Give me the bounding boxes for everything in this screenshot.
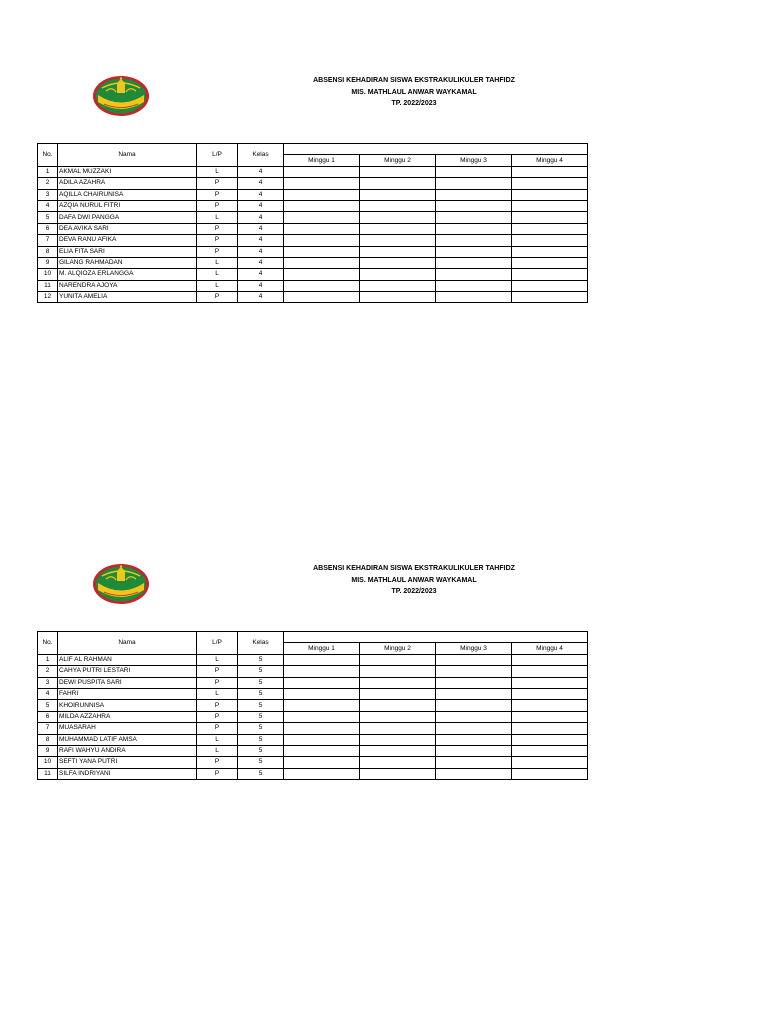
attendance-cell-minggu-3[interactable] [436, 711, 512, 722]
student-name: DAFA DWI PANGGA [58, 212, 197, 223]
attendance-cell-minggu-1[interactable] [284, 166, 360, 177]
attendance-cell-minggu-3[interactable] [436, 723, 512, 734]
student-row [38, 677, 588, 688]
student-gender: P [197, 757, 238, 768]
attendance-cell-minggu-3[interactable] [436, 280, 512, 291]
student-name: DEWI PUSPITA SARI [58, 677, 197, 688]
student-row [38, 654, 588, 665]
attendance-cell-minggu-1[interactable] [284, 734, 360, 745]
student-row [38, 688, 588, 699]
student-gender: P [197, 768, 238, 779]
student-row [38, 223, 588, 234]
attendance-cell-minggu-1[interactable] [284, 711, 360, 722]
student-class: 5 [238, 745, 284, 756]
header-minggu-1: Minggu 1 [284, 155, 360, 166]
student-no: 6 [38, 223, 58, 234]
attendance-cell-minggu-2[interactable] [360, 734, 436, 745]
attendance-cell-minggu-4[interactable] [512, 269, 588, 280]
student-row [38, 723, 588, 734]
student-gender: P [197, 677, 238, 688]
attendance-cell-minggu-2[interactable] [360, 166, 436, 177]
student-gender: L [197, 212, 238, 223]
student-class: 4 [238, 166, 284, 177]
student-class: 5 [238, 677, 284, 688]
header-kelas: Kelas [238, 144, 284, 167]
header-no: No. [38, 144, 58, 167]
attendance-cell-minggu-3[interactable] [436, 734, 512, 745]
student-class: 5 [238, 723, 284, 734]
school-logo [92, 562, 150, 606]
attendance-cell-minggu-3[interactable] [436, 666, 512, 677]
student-class: 4 [238, 292, 284, 303]
student-name: M. ALQIOZA ERLANGGA [58, 269, 197, 280]
student-no: 3 [38, 189, 58, 200]
attendance-cell-minggu-4[interactable] [512, 700, 588, 711]
attendance-cell-minggu-2[interactable] [360, 246, 436, 257]
student-class: 5 [238, 688, 284, 699]
student-class: 4 [238, 280, 284, 291]
attendance-cell-minggu-1[interactable] [284, 189, 360, 200]
student-no: 1 [38, 166, 58, 177]
attendance-cell-minggu-2[interactable] [360, 723, 436, 734]
student-name: DEVA RANU AFIKA [58, 235, 197, 246]
student-no: 11 [38, 280, 58, 291]
attendance-cell-minggu-4[interactable] [512, 257, 588, 268]
student-row [38, 292, 588, 303]
attendance-cell-minggu-3[interactable] [436, 269, 512, 280]
header-no: No. [38, 632, 58, 655]
attendance-cell-minggu-3[interactable] [436, 212, 512, 223]
student-row [38, 178, 588, 189]
header-nama: Nama [58, 632, 197, 655]
attendance-cell-minggu-2[interactable] [360, 711, 436, 722]
title-line-2: MIS. MATHLAUL ANWAR WAYKAMAL [351, 88, 477, 96]
student-name: ADILA AZAHRA [58, 178, 197, 189]
student-name: AKMAL MUZZAKI [58, 166, 197, 177]
attendance-cell-minggu-2[interactable] [360, 688, 436, 699]
attendance-cell-minggu-1[interactable] [284, 246, 360, 257]
student-name: SEFTI YANA PUTRI [58, 757, 197, 768]
student-row [38, 200, 588, 211]
attendance-cell-minggu-1[interactable] [284, 257, 360, 268]
attendance-cell-minggu-3[interactable] [436, 768, 512, 779]
student-class: 4 [238, 257, 284, 268]
attendance-cell-minggu-2[interactable] [360, 235, 436, 246]
student-name: KHOIRUNNISA [58, 700, 197, 711]
header-minggu-1: Minggu 1 [284, 643, 360, 654]
attendance-cell-minggu-3[interactable] [436, 654, 512, 665]
student-no: 2 [38, 666, 58, 677]
attendance-cell-minggu-1[interactable] [284, 223, 360, 234]
student-row [38, 246, 588, 257]
attendance-cell-minggu-4[interactable] [512, 235, 588, 246]
attendance-cell-minggu-2[interactable] [360, 745, 436, 756]
student-gender: L [197, 257, 238, 268]
student-name: SILFA INDRIYANI [58, 768, 197, 779]
attendance-cell-minggu-4[interactable] [512, 734, 588, 745]
student-class: 5 [238, 768, 284, 779]
attendance-cell-minggu-4[interactable] [512, 768, 588, 779]
attendance-cell-minggu-1[interactable] [284, 235, 360, 246]
student-gender: P [197, 723, 238, 734]
student-row [38, 269, 588, 280]
student-no: 7 [38, 723, 58, 734]
student-gender: P [197, 235, 238, 246]
attendance-cell-minggu-4[interactable] [512, 292, 588, 303]
student-name: DEA AVIKA SARI [58, 223, 197, 234]
student-class: 5 [238, 666, 284, 677]
student-row [38, 757, 588, 768]
attendance-cell-minggu-3[interactable] [436, 257, 512, 268]
attendance-cell-minggu-4[interactable] [512, 178, 588, 189]
student-no: 9 [38, 745, 58, 756]
student-no: 2 [38, 178, 58, 189]
attendance-table [37, 143, 588, 303]
student-class: 4 [238, 246, 284, 257]
attendance-cell-minggu-4[interactable] [512, 757, 588, 768]
student-name: AZQIA NURUL FITRI [58, 200, 197, 211]
student-gender: P [197, 711, 238, 722]
student-no: 7 [38, 235, 58, 246]
student-class: 4 [238, 189, 284, 200]
student-name: RAFI WAHYU ANDIRA [58, 745, 197, 756]
attendance-cell-minggu-4[interactable] [512, 654, 588, 665]
student-row [38, 745, 588, 756]
school-logo [92, 74, 150, 118]
attendance-cell-minggu-1[interactable] [284, 723, 360, 734]
attendance-cell-minggu-2[interactable] [360, 280, 436, 291]
student-class: 5 [238, 654, 284, 665]
header-nama: Nama [58, 144, 197, 167]
attendance-cell-minggu-1[interactable] [284, 700, 360, 711]
title-line-1: ABSENSI KEHADIRAN SISWA EKSTRAKULIKULER TAHFIDZ [313, 77, 515, 84]
student-gender: L [197, 688, 238, 699]
student-row [38, 768, 588, 779]
header-attendance-group [284, 632, 588, 643]
attendance-cell-minggu-3[interactable] [436, 677, 512, 688]
header-minggu-3: Minggu 3 [436, 155, 512, 166]
student-row [38, 700, 588, 711]
attendance-cell-minggu-1[interactable] [284, 757, 360, 768]
student-class: 4 [238, 212, 284, 223]
student-row [38, 212, 588, 223]
attendance-cell-minggu-2[interactable] [360, 768, 436, 779]
attendance-cell-minggu-1[interactable] [284, 212, 360, 223]
student-no: 1 [38, 654, 58, 665]
attendance-cell-minggu-2[interactable] [360, 677, 436, 688]
student-no: 6 [38, 711, 58, 722]
attendance-cell-minggu-2[interactable] [360, 269, 436, 280]
attendance-cell-minggu-3[interactable] [436, 235, 512, 246]
document-title [250, 75, 578, 110]
attendance-cell-minggu-2[interactable] [360, 654, 436, 665]
document-title [250, 563, 578, 598]
title-line-1: ABSENSI KEHADIRAN SISWA EKSTRAKULIKULER TAHFIDZ [313, 565, 515, 572]
attendance-cell-minggu-3[interactable] [436, 223, 512, 234]
student-name: ALIF AL RAHMAN [58, 654, 197, 665]
student-gender: L [197, 280, 238, 291]
title-line-3: TP. 2022/2023 [391, 100, 437, 107]
student-name: GILANG RAHMADAN [58, 257, 197, 268]
student-gender: P [197, 666, 238, 677]
student-name: CAHYA PUTRI LESTARI [58, 666, 197, 677]
attendance-cell-minggu-1[interactable] [284, 688, 360, 699]
student-name: FAHRI [58, 688, 197, 699]
header-minggu-4: Minggu 4 [512, 643, 588, 654]
attendance-cell-minggu-1[interactable] [284, 666, 360, 677]
attendance-cell-minggu-4[interactable] [512, 223, 588, 234]
student-gender: L [197, 734, 238, 745]
student-class: 4 [238, 269, 284, 280]
student-no: 4 [38, 200, 58, 211]
student-row [38, 666, 588, 677]
student-row [38, 235, 588, 246]
attendance-cell-minggu-4[interactable] [512, 745, 588, 756]
attendance-cell-minggu-2[interactable] [360, 700, 436, 711]
student-no: 4 [38, 688, 58, 699]
student-no: 5 [38, 700, 58, 711]
student-gender: L [197, 745, 238, 756]
attendance-cell-minggu-4[interactable] [512, 166, 588, 177]
attendance-cell-minggu-4[interactable] [512, 246, 588, 257]
attendance-cell-minggu-2[interactable] [360, 757, 436, 768]
header-minggu-2: Minggu 2 [360, 155, 436, 166]
attendance-cell-minggu-4[interactable] [512, 723, 588, 734]
student-row [38, 711, 588, 722]
attendance-cell-minggu-3[interactable] [436, 700, 512, 711]
header-lp: L/P [197, 632, 238, 655]
attendance-cell-minggu-1[interactable] [284, 677, 360, 688]
student-no: 10 [38, 269, 58, 280]
student-row [38, 257, 588, 268]
student-no: 12 [38, 292, 58, 303]
student-no: 9 [38, 257, 58, 268]
student-gender: P [197, 200, 238, 211]
student-gender: P [197, 223, 238, 234]
student-row [38, 280, 588, 291]
attendance-cell-minggu-3[interactable] [436, 688, 512, 699]
attendance-cell-minggu-1[interactable] [284, 269, 360, 280]
student-row [38, 734, 588, 745]
student-class: 4 [238, 235, 284, 246]
attendance-cell-minggu-4[interactable] [512, 677, 588, 688]
student-name: MUHAMMAD LATIF AMSA [58, 734, 197, 745]
attendance-cell-minggu-1[interactable] [284, 654, 360, 665]
student-gender: P [197, 700, 238, 711]
student-name: MILDA AZZAHRA [58, 711, 197, 722]
attendance-cell-minggu-1[interactable] [284, 745, 360, 756]
header-minggu-4: Minggu 4 [512, 155, 588, 166]
header-minggu-3: Minggu 3 [436, 643, 512, 654]
attendance-table [37, 631, 588, 780]
attendance-cell-minggu-2[interactable] [360, 223, 436, 234]
attendance-cell-minggu-3[interactable] [436, 757, 512, 768]
student-no: 8 [38, 734, 58, 745]
student-no: 5 [38, 212, 58, 223]
attendance-cell-minggu-2[interactable] [360, 189, 436, 200]
attendance-cell-minggu-2[interactable] [360, 178, 436, 189]
attendance-cell-minggu-4[interactable] [512, 212, 588, 223]
student-gender: L [197, 269, 238, 280]
attendance-cell-minggu-3[interactable] [436, 246, 512, 257]
attendance-cell-minggu-2[interactable] [360, 212, 436, 223]
student-class: 5 [238, 734, 284, 745]
student-gender: P [197, 292, 238, 303]
student-no: 10 [38, 757, 58, 768]
title-line-3: TP. 2022/2023 [391, 588, 437, 595]
student-class: 4 [238, 223, 284, 234]
attendance-cell-minggu-2[interactable] [360, 257, 436, 268]
attendance-cell-minggu-4[interactable] [512, 711, 588, 722]
attendance-cell-minggu-1[interactable] [284, 178, 360, 189]
student-gender: L [197, 654, 238, 665]
student-no: 3 [38, 677, 58, 688]
student-name: YUNITA AMELIA [58, 292, 197, 303]
header-kelas: Kelas [238, 632, 284, 655]
attendance-cell-minggu-2[interactable] [360, 666, 436, 677]
header-lp: L/P [197, 144, 238, 167]
header-minggu-2: Minggu 2 [360, 643, 436, 654]
attendance-cell-minggu-1[interactable] [284, 280, 360, 291]
student-row [38, 166, 588, 177]
student-no: 8 [38, 246, 58, 257]
attendance-cell-minggu-3[interactable] [436, 178, 512, 189]
attendance-cell-minggu-4[interactable] [512, 666, 588, 677]
attendance-cell-minggu-1[interactable] [284, 292, 360, 303]
student-gender: P [197, 189, 238, 200]
attendance-cell-minggu-3[interactable] [436, 189, 512, 200]
attendance-cell-minggu-2[interactable] [360, 200, 436, 211]
student-gender: L [197, 166, 238, 177]
student-name: MUASARAH [58, 723, 197, 734]
student-name: ELIA FITA SARI [58, 246, 197, 257]
student-class: 5 [238, 700, 284, 711]
student-no: 11 [38, 768, 58, 779]
attendance-cell-minggu-3[interactable] [436, 166, 512, 177]
attendance-cell-minggu-4[interactable] [512, 688, 588, 699]
student-class: 4 [238, 178, 284, 189]
title-line-2: MIS. MATHLAUL ANWAR WAYKAMAL [351, 576, 477, 584]
student-name: AQILLA CHAIRUNISA [58, 189, 197, 200]
attendance-cell-minggu-2[interactable] [360, 292, 436, 303]
attendance-cell-minggu-3[interactable] [436, 200, 512, 211]
attendance-cell-minggu-3[interactable] [436, 745, 512, 756]
attendance-cell-minggu-3[interactable] [436, 292, 512, 303]
student-row [38, 189, 588, 200]
student-class: 5 [238, 711, 284, 722]
attendance-cell-minggu-1[interactable] [284, 768, 360, 779]
header-attendance-group [284, 144, 588, 155]
attendance-cell-minggu-1[interactable] [284, 200, 360, 211]
attendance-cell-minggu-4[interactable] [512, 200, 588, 211]
student-name: NARENDRA AJOYA [58, 280, 197, 291]
attendance-cell-minggu-4[interactable] [512, 189, 588, 200]
student-gender: P [197, 246, 238, 257]
student-class: 4 [238, 200, 284, 211]
student-class: 5 [238, 757, 284, 768]
student-gender: P [197, 178, 238, 189]
attendance-cell-minggu-4[interactable] [512, 280, 588, 291]
